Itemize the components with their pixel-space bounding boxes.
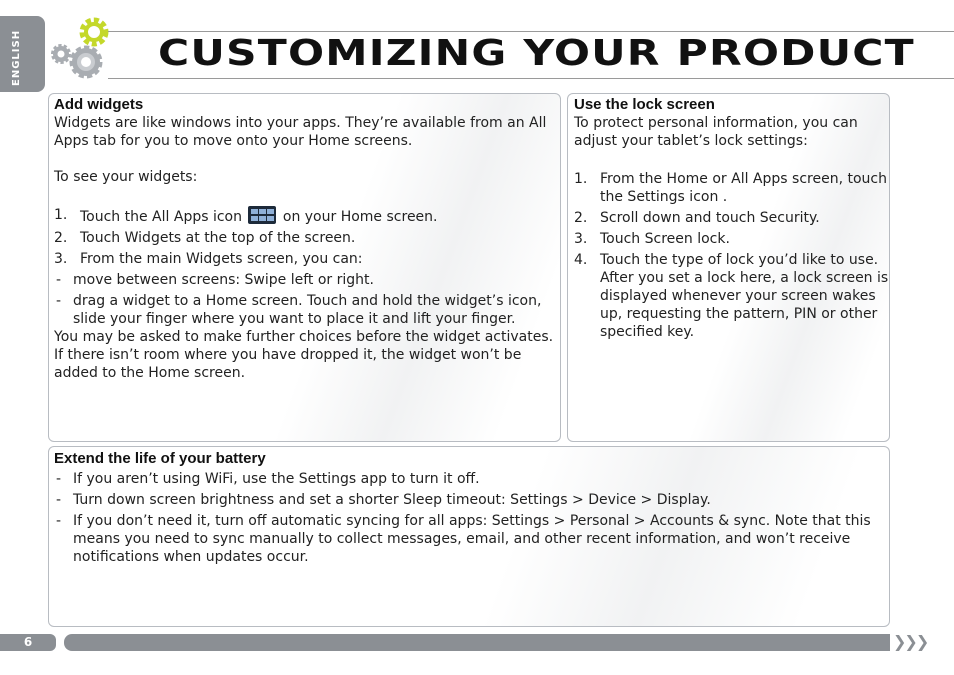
add-widgets-heading: Add widgets xyxy=(54,96,144,113)
see-widgets-text: To see your widgets: xyxy=(54,169,198,185)
small-gray-gear xyxy=(53,46,69,62)
list-item: 3. Touch Screen lock. xyxy=(574,231,730,247)
page-number: 6 xyxy=(0,634,56,651)
title-rule-bottom xyxy=(108,78,954,79)
list-item: - If you don’t need it, turn off automatic syncing for all apps: Settings > Personal > Accounts & sync. Note that this means you need to sync manually to collect messages, email, and other recent information, and won’t receive notifications when updates occur. xyxy=(56,513,871,565)
language-label: ENGLISH xyxy=(11,29,22,86)
battery-tips-list xyxy=(54,470,875,566)
list-item: - Turn down screen brightness and set a shorter Sleep timeout: Settings > Device > Display. xyxy=(56,492,711,508)
chevron-right-icon: ❯❯❯ xyxy=(893,632,928,651)
battery-panel xyxy=(48,446,890,627)
add-widgets-steps xyxy=(54,206,560,268)
green-gear xyxy=(82,20,106,44)
add-widgets-panel xyxy=(48,93,561,442)
footer-bar xyxy=(64,634,890,651)
lock-screen-steps xyxy=(574,170,889,341)
list-item: 1. From the Home or All Apps screen, touch the Settings icon . xyxy=(574,171,887,205)
list-item: - If you aren’t using WiFi, use the Settings app to turn it off. xyxy=(56,471,480,487)
add-widgets-note: You may be asked to make further choices before the widget activates. If there isn’t room where you have dropped it, the widget won’t be added to the Home screen. xyxy=(54,329,554,381)
add-widgets-intro: Widgets are like windows into your apps. They’re available from an All Apps tab for you to move onto your Home screens. xyxy=(54,115,547,149)
lock-screen-intro: To protect personal information, you can adjust your tablet’s lock settings: xyxy=(574,115,858,149)
battery-heading: Extend the life of your battery xyxy=(54,450,266,467)
lock-screen-panel xyxy=(567,93,890,442)
list-item: 4. Touch the type of lock you’d like to use. After you set a lock here, a lock screen is displayed whenever your screen wakes up, requesting the pattern, PIN or other specified key. xyxy=(574,252,889,340)
language-tab xyxy=(0,16,45,92)
list-item: 2. Touch Widgets at the top of the screen. xyxy=(54,230,356,246)
list-item: - move between screens: Swipe left or right. xyxy=(56,272,374,288)
widget-actions-list xyxy=(54,271,560,328)
list-item: 3. From the main Widgets screen, you can: xyxy=(54,251,363,267)
page-title: CUSTOMIZING YOUR PRODUCT xyxy=(158,33,915,74)
lock-screen-heading: Use the lock screen xyxy=(574,96,715,113)
list-item: 2. Scroll down and touch Security. xyxy=(574,210,820,226)
list-item: 1. Touch the All Apps icon on your Home screen. xyxy=(54,207,438,225)
list-item: - drag a widget to a Home screen. Touch and hold the widget’s icon, slide your finger where you want to place it and lift your finger. xyxy=(56,293,542,327)
gears-icon xyxy=(46,14,114,84)
large-gray-gear xyxy=(72,48,100,76)
title-rule-top xyxy=(108,31,954,32)
all-apps-icon xyxy=(248,206,276,224)
